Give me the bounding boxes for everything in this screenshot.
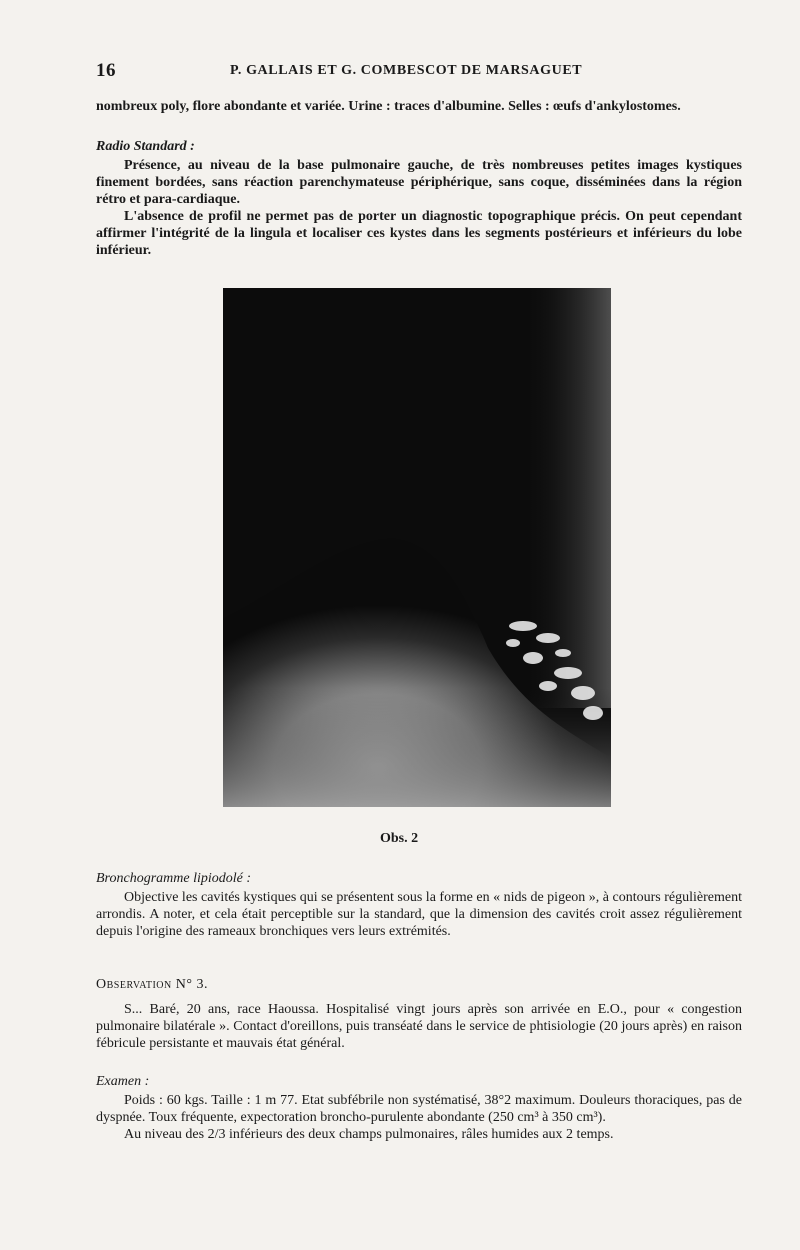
page-header bbox=[96, 60, 742, 84]
figure-caption: Obs. 2 bbox=[380, 831, 419, 846]
radio-section bbox=[96, 138, 742, 259]
observation-paragraph: S... Baré, 20 ans, race Haoussa. Hospitalisé vingt jours après son arrivée en E.O., pour « congestion pulmonaire bilatérale ». Contact d'oreillons, puis transéaté dans le service de phtisiologie (20 jours après) en raison fébricule persistante et mauvais état général. bbox=[96, 1002, 742, 1051]
observation-section bbox=[96, 976, 742, 1052]
radio-heading: Radio Standard : bbox=[96, 139, 195, 154]
examen-heading: Examen : bbox=[96, 1074, 150, 1089]
top-paragraph: nombreux poly, flore abondante et variée. Urine : traces d'albumine. Selles : œufs d'ankylostomes. bbox=[96, 99, 681, 114]
radio-paragraph-2: L'absence de profil ne permet pas de porter un diagnostic topographique précis. On peut cependant affirmer l'intégrité de la lingula et localiser ces kystes dans les segments postérieurs et inférieurs du lobe inférieur. bbox=[96, 209, 742, 258]
examen-paragraph-2: Au niveau des 2/3 inférieurs des deux champs pulmonaires, râles humides aux 2 temps. bbox=[124, 1127, 614, 1142]
broncho-paragraph: Objective les cavités kystiques qui se présentent sous la forme en « nids de pigeon », à contours régulièrement arrondis. A noter, et cela était perceptible sur la standard, que la dimension des cavités croit assez régulièrement depuis l'origine des rameaux bronchiques vers leurs extrémités. bbox=[96, 890, 742, 939]
page-number: 16 bbox=[96, 60, 116, 81]
radio-paragraph-1: Présence, au niveau de la base pulmonaire gauche, de très nombreuses petites images kystiques finement bordées, sans réaction parenchymateuse périphérique, sans coque, disséminées dans la région rétro et para-cardiaque. bbox=[96, 158, 742, 207]
radiograph-image bbox=[223, 288, 611, 807]
top-paragraph-block bbox=[96, 98, 742, 115]
examen-paragraph-1: Poids : 60 kgs. Taille : 1 m 77. Etat subfébrile non systématisé, 38°2 maximum. Douleurs thoraciques, pas de dyspnée. Toux fréquente, expectoration broncho-purulente abondante (250 cm³ à 350 cm³). bbox=[96, 1093, 742, 1125]
broncho-heading: Bronchogramme lipiodolé : bbox=[96, 871, 252, 886]
radiograph-drawing bbox=[223, 288, 611, 807]
observation-title: Observation N° 3. bbox=[96, 977, 208, 992]
examen-section bbox=[96, 1073, 742, 1143]
running-head: P. GALLAIS ET G. COMBESCOT DE MARSAGUET bbox=[230, 63, 583, 78]
broncho-section bbox=[96, 870, 742, 940]
